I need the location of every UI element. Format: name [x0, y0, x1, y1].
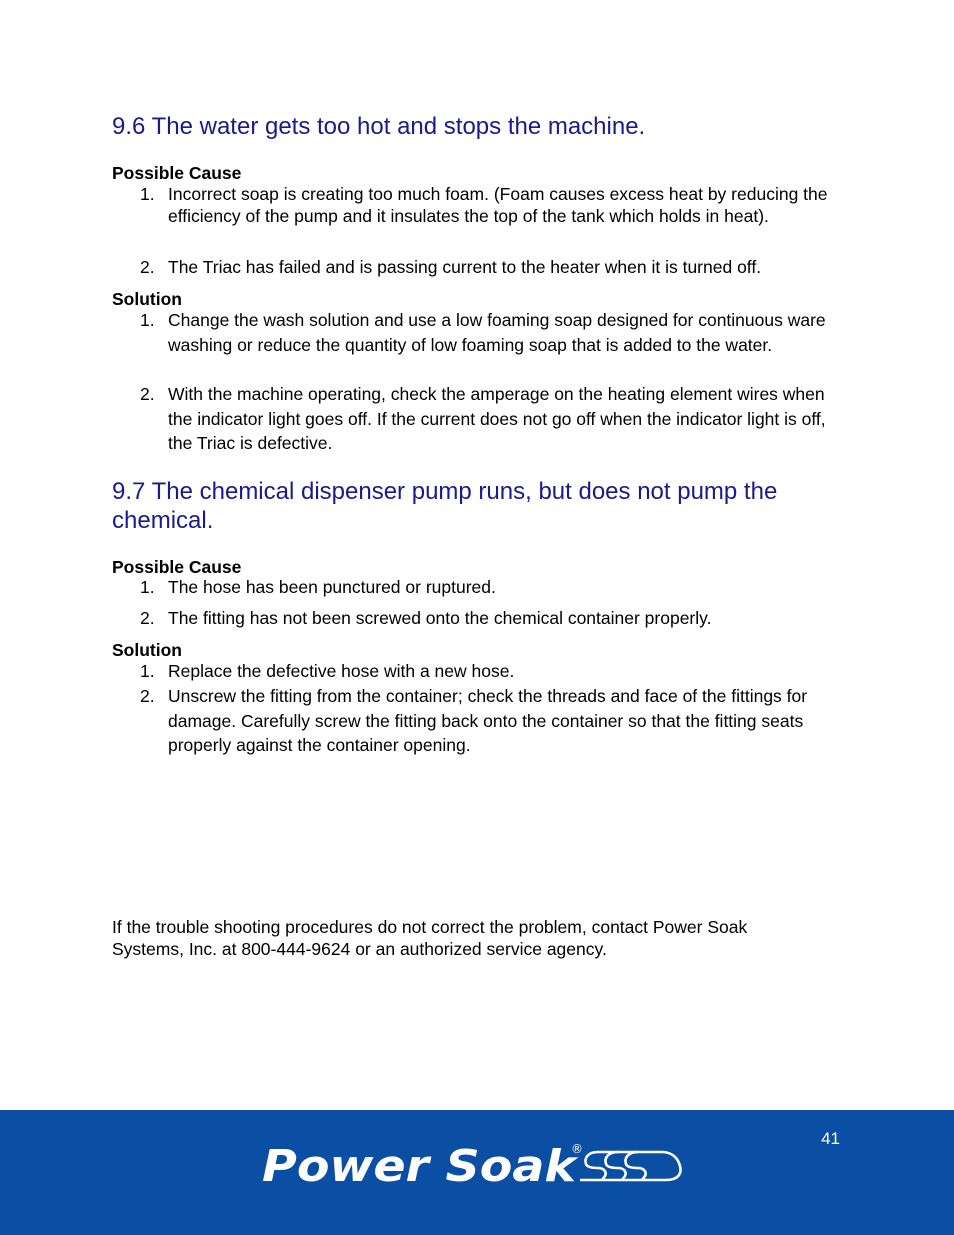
list-item	[140, 684, 845, 758]
list-item	[140, 257, 845, 279]
list-number: 1.	[140, 661, 155, 681]
list-item	[140, 382, 845, 456]
list-number: 1.	[140, 577, 155, 597]
list-number: 2.	[140, 384, 155, 404]
possible-cause-label: Possible Cause	[112, 163, 242, 183]
list-number: 2.	[140, 608, 155, 628]
list-text: The hose has been punctured or ruptured.	[168, 577, 496, 597]
list-number: 1.	[140, 184, 155, 204]
contact-note: If the trouble shooting procedures do not correct the problem, contact Power Soak Systems, Inc. at 800-444-9624 or an authorized service agency.	[112, 917, 748, 959]
list-item	[140, 577, 845, 599]
list-item	[140, 184, 845, 227]
footer-band	[0, 1110, 954, 1235]
list-text: The fitting has not been screwed onto the chemical container properly.	[168, 608, 712, 628]
list-text: The Triac has failed and is passing current to the heater when it is turned off.	[168, 257, 762, 277]
list-text: Incorrect soap is creating too much foam. (Foam causes excess heat by reducing the efficiency of the pump and it insulates the top of the tank which holds in heat).	[168, 184, 828, 226]
list-number: 1.	[140, 310, 155, 330]
list-item	[140, 608, 845, 630]
solution-label: Solution	[112, 640, 182, 660]
section-heading-9-6: 9.6 The water gets too hot and stops the machine.	[112, 113, 646, 140]
waves-icon	[580, 1152, 680, 1180]
list-number: 2.	[140, 257, 155, 277]
list-text: Replace the defective hose with a new hose.	[168, 661, 515, 681]
list-text: Change the wash solution and use a low foaming soap designed for continuous ware washing or reduce the quantity of low foaming soap that is added to the water.	[168, 310, 826, 355]
page-number: 41	[821, 1129, 840, 1148]
list-text: With the machine operating, check the amperage on the heating element wires when the indicator light goes off. If the current does not go off when the indicator light is off, the Triac is defective.	[168, 384, 826, 454]
section-heading-9-7: 9.7 The chemical dispenser pump runs, but does not pump the chemical.	[112, 478, 778, 534]
list-text: Unscrew the fitting from the container; check the threads and face of the fittings for damage. Carefully screw the fitting back onto the container so that the fitting seats properly against the container opening.	[168, 686, 808, 756]
registered-mark: ®	[571, 1142, 583, 1156]
list-item	[140, 659, 845, 684]
power-soak-logo	[262, 1136, 682, 1188]
logo-wordmark: Power Soak	[262, 1141, 579, 1188]
solution-label: Solution	[112, 289, 182, 309]
possible-cause-label: Possible Cause	[112, 557, 242, 577]
list-number: 2.	[140, 686, 155, 706]
list-item	[140, 308, 845, 357]
